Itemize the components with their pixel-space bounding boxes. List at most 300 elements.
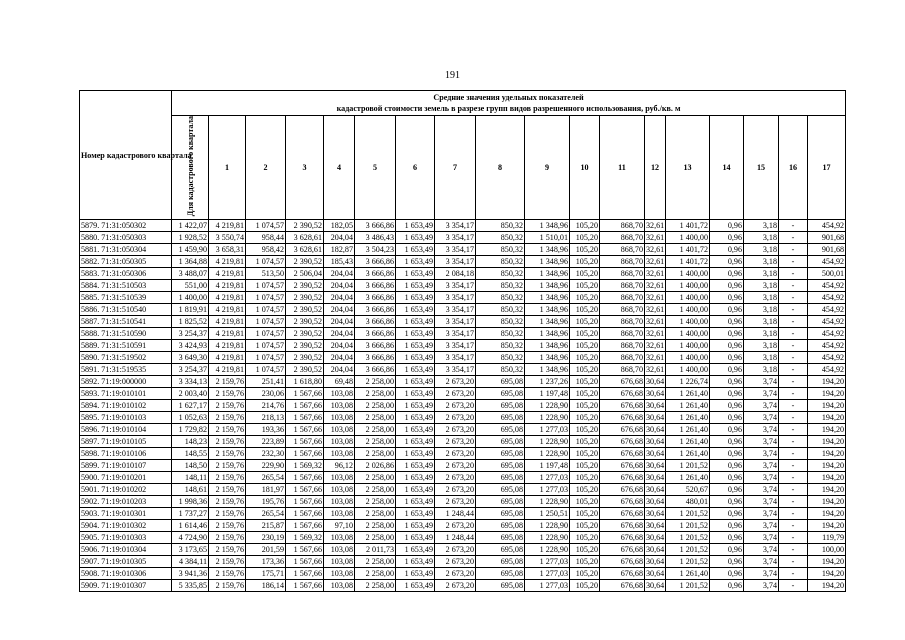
value-cell: 4 219,81: [209, 328, 246, 340]
cadastral-quarter-cell: 5900. 71:19:010201: [80, 472, 172, 484]
value-cell: 229,90: [246, 460, 286, 472]
value-cell: 2 673,20: [435, 520, 476, 532]
value-cell: 1 248,44: [435, 532, 476, 544]
value-cell: 695,08: [476, 448, 525, 460]
value-cell: 3 488,07: [172, 268, 209, 280]
value-cell: 2 159,76: [209, 412, 246, 424]
value-cell: 1 928,52: [172, 232, 209, 244]
value-cell: 3,18: [744, 232, 779, 244]
table-row: [80, 532, 846, 544]
value-cell: 1 400,00: [666, 316, 710, 328]
value-cell: 695,08: [476, 520, 525, 532]
value-cell: 3 666,86: [355, 256, 396, 268]
value-cell: 4 384,11: [172, 556, 209, 568]
value-cell: 204,04: [324, 304, 355, 316]
table-row: [80, 436, 846, 448]
value-cell: 32,61: [646, 233, 665, 243]
value-cell: 1 074,57: [246, 352, 286, 364]
value-cell: 1 201,52: [666, 544, 710, 556]
value-cell: 850,32: [476, 328, 525, 340]
value-cell: 1 228,90: [525, 532, 570, 544]
cadastral-quarter-cell: 5906. 71:19:010304: [80, 544, 172, 556]
value-cell: 1 653,49: [396, 352, 435, 364]
value-cell: 868,70: [600, 340, 645, 352]
table-row: [80, 364, 846, 376]
value-cell: 1 400,00: [666, 292, 710, 304]
value-cell: 2 159,76: [209, 508, 246, 520]
value-cell: 3 354,17: [435, 352, 476, 364]
value-cell: 1 569,32: [286, 532, 324, 544]
value-cell: 2 258,00: [355, 508, 396, 520]
value-cell: 2 390,52: [286, 280, 324, 292]
value-cell: 105,20: [570, 436, 600, 448]
value-cell: 0,96: [710, 256, 744, 268]
cadastral-quarter-cell: 5908. 71:19:010306: [80, 568, 172, 580]
value-cell: 0,96: [710, 328, 744, 340]
value-cell: 2 258,00: [355, 436, 396, 448]
value-cell: 1 400,00: [666, 280, 710, 292]
value-cell: 0,96: [710, 520, 744, 532]
table-row: [80, 580, 846, 592]
value-cell: 1 567,66: [286, 580, 324, 592]
value-cell: 3 334,13: [172, 376, 209, 388]
value-cell: 1 074,57: [246, 316, 286, 328]
value-cell: 194,20: [808, 436, 846, 448]
value-cell: 2 159,76: [209, 580, 246, 592]
value-cell: 2 159,76: [209, 520, 246, 532]
value-cell: 1 567,66: [286, 472, 324, 484]
value-cell: 32,61: [646, 353, 665, 363]
value-cell: 1 653,49: [396, 580, 435, 592]
value-cell: 1 277,03: [525, 472, 570, 484]
value-cell: 3,18: [744, 316, 779, 328]
value-cell: 1 348,96: [525, 244, 570, 256]
value-cell: 2 159,76: [209, 556, 246, 568]
value-cell: 2 390,52: [286, 220, 324, 232]
value-cell: -: [779, 544, 808, 556]
value-cell: 1 228,90: [525, 412, 570, 424]
value-cell: 1 348,96: [525, 364, 570, 376]
value-cell: 105,20: [570, 328, 600, 340]
value-cell: 3,18: [744, 340, 779, 352]
value-cell: 1 074,57: [246, 280, 286, 292]
value-cell: 3,18: [744, 328, 779, 340]
value-cell: 1 653,49: [396, 448, 435, 460]
cadastral-quarter-cell: 5896. 71:19:010104: [80, 424, 172, 436]
table-row: [80, 484, 846, 496]
value-cell: 1 819,91: [172, 304, 209, 316]
value-cell: 1 261,40: [666, 400, 710, 412]
value-cell: 230,06: [246, 388, 286, 400]
value-cell: 3,74: [744, 532, 779, 544]
value-cell: 3 254,37: [172, 328, 209, 340]
value-cell: 204,04: [324, 328, 355, 340]
value-cell: 868,70: [600, 304, 645, 316]
value-cell: 4 219,81: [209, 340, 246, 352]
cadastral-quarter-cell: 5885. 71:31:510539: [80, 292, 172, 304]
value-cell: 868,70: [600, 316, 645, 328]
value-cell: 1 653,49: [396, 220, 435, 232]
value-cell: 194,20: [808, 460, 846, 472]
value-cell: 204,04: [324, 280, 355, 292]
value-cell: 0,96: [710, 508, 744, 520]
value-cell: 0,96: [710, 244, 744, 256]
table-row: [80, 328, 846, 340]
value-cell: 454,92: [808, 292, 846, 304]
value-cell: 2 673,20: [435, 580, 476, 592]
group-title-line2: кадастровой стоимости земель в разрезе групп видов разрешенного использования, руб./кв. м: [336, 104, 681, 113]
value-cell: 2 673,20: [435, 376, 476, 388]
value-cell: 676,68: [600, 388, 645, 400]
value-cell: 103,08: [324, 568, 355, 580]
value-cell: 2 258,00: [355, 496, 396, 508]
value-cell: 105,20: [570, 232, 600, 244]
value-cell: 0,96: [710, 220, 744, 232]
value-cell: 3 354,17: [435, 280, 476, 292]
value-cell: 0,96: [710, 400, 744, 412]
value-cell: 2 258,00: [355, 556, 396, 568]
value-cell: 1 729,82: [172, 424, 209, 436]
col-header-7: 7: [435, 116, 476, 220]
value-cell: 3 628,61: [286, 244, 324, 256]
value-cell: 204,04: [324, 268, 355, 280]
cadastral-quarter-cell: 5883. 71:31:050306: [80, 268, 172, 280]
value-cell: 2 159,76: [209, 472, 246, 484]
value-cell: 30,64: [646, 557, 665, 567]
value-cell: 195,76: [246, 496, 286, 508]
value-cell: 2 390,52: [286, 292, 324, 304]
value-cell: 1 653,49: [396, 544, 435, 556]
value-cell: 0,96: [710, 376, 744, 388]
value-cell: 119,79: [808, 532, 846, 544]
value-cell: 454,92: [808, 328, 846, 340]
value-cell: 1 653,49: [396, 520, 435, 532]
value-cell: 2 673,20: [435, 412, 476, 424]
value-cell: 695,08: [476, 436, 525, 448]
value-cell: 96,12: [324, 460, 355, 472]
value-cell: 1 567,66: [286, 448, 324, 460]
col-header-13: 13: [666, 116, 710, 220]
cadastral-quarter-cell: 5888. 71:31:510590: [80, 328, 172, 340]
value-cell: 2 258,00: [355, 376, 396, 388]
value-cell: 676,68: [600, 532, 645, 544]
value-cell: 4 219,81: [209, 268, 246, 280]
value-cell: -: [779, 484, 808, 496]
value-cell: 103,08: [324, 424, 355, 436]
cadastral-quarter-cell: 5897. 71:19:010105: [80, 436, 172, 448]
value-cell: 2 673,20: [435, 484, 476, 496]
value-cell: 0,96: [710, 556, 744, 568]
value-cell: 1 074,57: [246, 304, 286, 316]
value-cell: 3,18: [744, 352, 779, 364]
value-cell: 2 673,20: [435, 568, 476, 580]
value-cell: 105,20: [570, 364, 600, 376]
value-cell: 193,36: [246, 424, 286, 436]
value-cell: 105,20: [570, 268, 600, 280]
value-cell: 105,20: [570, 256, 600, 268]
value-cell: 1 201,52: [666, 520, 710, 532]
value-cell: 868,70: [600, 256, 645, 268]
value-cell: 1 348,96: [525, 292, 570, 304]
value-cell: 0,96: [710, 412, 744, 424]
value-cell: 186,14: [246, 580, 286, 592]
value-cell: 4 724,90: [172, 532, 209, 544]
value-cell: 1 074,57: [246, 292, 286, 304]
value-cell: 850,32: [476, 304, 525, 316]
value-cell: 185,43: [324, 256, 355, 268]
value-cell: 676,68: [600, 448, 645, 460]
table-row: [80, 388, 846, 400]
value-cell: 2 026,86: [355, 460, 396, 472]
value-cell: -: [779, 280, 808, 292]
value-cell: 0,96: [710, 340, 744, 352]
value-cell: -: [779, 472, 808, 484]
value-cell: 148,11: [172, 472, 209, 484]
value-cell: 1 201,52: [666, 508, 710, 520]
value-cell: 2 506,04: [286, 268, 324, 280]
table-row: [80, 460, 846, 472]
value-cell: 3 666,86: [355, 268, 396, 280]
corner-header: Номер кадастрового квартала: [80, 91, 172, 220]
value-cell: 2 159,76: [209, 496, 246, 508]
value-cell: 850,32: [476, 352, 525, 364]
value-cell: 1 653,49: [396, 400, 435, 412]
value-cell: 676,68: [600, 400, 645, 412]
value-cell: 2 673,20: [435, 544, 476, 556]
value-cell: 1 653,49: [396, 424, 435, 436]
value-cell: 30,64: [646, 533, 665, 543]
value-cell: 2 390,52: [286, 256, 324, 268]
value-cell: 868,70: [600, 328, 645, 340]
value-cell: 1 277,03: [525, 580, 570, 592]
value-cell: 695,08: [476, 556, 525, 568]
value-cell: 695,08: [476, 460, 525, 472]
value-cell: 676,68: [600, 376, 645, 388]
value-cell: 2 673,20: [435, 448, 476, 460]
value-cell: 1 400,00: [666, 340, 710, 352]
value-cell: 1 228,90: [525, 496, 570, 508]
value-cell: -: [779, 364, 808, 376]
value-cell: 850,32: [476, 268, 525, 280]
value-cell: 1 277,03: [525, 484, 570, 496]
value-cell: 105,20: [570, 508, 600, 520]
value-cell: 194,20: [808, 388, 846, 400]
value-cell: 2 258,00: [355, 532, 396, 544]
value-cell: 2 258,00: [355, 520, 396, 532]
value-cell: 0,96: [710, 232, 744, 244]
value-cell: 1 261,40: [666, 472, 710, 484]
value-cell: -: [779, 496, 808, 508]
value-cell: 513,50: [246, 268, 286, 280]
value-cell: 105,20: [570, 220, 600, 232]
value-cell: 175,71: [246, 568, 286, 580]
value-cell: -: [779, 436, 808, 448]
value-cell: 103,08: [324, 532, 355, 544]
cadastral-quarter-cell: 5902. 71:19:010203: [80, 496, 172, 508]
value-cell: 695,08: [476, 388, 525, 400]
value-cell: 0,96: [710, 580, 744, 592]
value-cell: 0,96: [710, 268, 744, 280]
value-cell: 958,44: [246, 232, 286, 244]
value-cell: 4 219,81: [209, 304, 246, 316]
value-cell: 454,92: [808, 364, 846, 376]
value-cell: 1 074,57: [246, 340, 286, 352]
value-cell: 2 390,52: [286, 316, 324, 328]
value-cell: 868,70: [600, 364, 645, 376]
value-cell: -: [779, 352, 808, 364]
value-cell: 1 197,48: [525, 388, 570, 400]
value-cell: 1 348,96: [525, 220, 570, 232]
value-cell: 103,08: [324, 484, 355, 496]
value-cell: -: [779, 460, 808, 472]
value-cell: 1 400,00: [666, 328, 710, 340]
group-header: [172, 91, 846, 116]
value-cell: 30,64: [646, 425, 665, 435]
value-cell: 676,68: [600, 556, 645, 568]
value-cell: 454,92: [808, 352, 846, 364]
value-cell: -: [779, 220, 808, 232]
value-cell: 2 258,00: [355, 400, 396, 412]
value-cell: -: [779, 268, 808, 280]
col-header-12: 12: [645, 116, 666, 220]
value-cell: 1 567,66: [286, 556, 324, 568]
value-cell: 850,32: [476, 220, 525, 232]
value-cell: 3 666,86: [355, 352, 396, 364]
value-cell: 1 653,49: [396, 280, 435, 292]
value-cell: 0,96: [710, 316, 744, 328]
value-cell: 105,20: [570, 544, 600, 556]
value-cell: 32,61: [646, 221, 665, 231]
table-row: [80, 520, 846, 532]
col-header-17: 17: [808, 116, 846, 220]
value-cell: 182,87: [324, 244, 355, 256]
value-cell: 2 390,52: [286, 304, 324, 316]
value-cell: 2 159,76: [209, 400, 246, 412]
value-cell: 32,61: [646, 293, 665, 303]
value-cell: 676,68: [600, 544, 645, 556]
value-cell: 0,96: [710, 460, 744, 472]
value-cell: 30,64: [646, 389, 665, 399]
value-cell: 1 201,52: [666, 532, 710, 544]
cadastral-quarter-cell: 5895. 71:19:010103: [80, 412, 172, 424]
value-cell: 1 567,66: [286, 388, 324, 400]
table-row: [80, 340, 846, 352]
value-cell: 103,08: [324, 400, 355, 412]
value-cell: 105,20: [570, 388, 600, 400]
table-body: [80, 220, 846, 592]
value-cell: 1 653,49: [396, 556, 435, 568]
value-cell: 181,97: [246, 484, 286, 496]
cadastral-quarter-cell: 5881. 71:31:050304: [80, 244, 172, 256]
value-cell: 3,74: [744, 448, 779, 460]
value-cell: 1 653,49: [396, 496, 435, 508]
value-cell: 1 401,72: [666, 256, 710, 268]
value-cell: 103,08: [324, 496, 355, 508]
value-cell: 1 653,49: [396, 244, 435, 256]
value-cell: 103,08: [324, 412, 355, 424]
col-header-6: 6: [396, 116, 435, 220]
value-cell: 1 653,49: [396, 328, 435, 340]
value-cell: -: [779, 376, 808, 388]
value-cell: 2 258,00: [355, 580, 396, 592]
value-cell: 4 219,81: [209, 220, 246, 232]
value-cell: 3,74: [744, 412, 779, 424]
value-cell: 3 658,31: [209, 244, 246, 256]
value-cell: -: [779, 556, 808, 568]
value-cell: 1 400,00: [666, 232, 710, 244]
value-cell: 520,67: [666, 484, 710, 496]
value-cell: 194,20: [808, 568, 846, 580]
value-cell: 32,61: [646, 245, 665, 255]
value-cell: 3,18: [744, 268, 779, 280]
value-cell: 232,30: [246, 448, 286, 460]
value-cell: 2 159,76: [209, 448, 246, 460]
value-cell: 215,87: [246, 520, 286, 532]
value-cell: 0,96: [710, 304, 744, 316]
value-cell: 676,68: [600, 508, 645, 520]
value-cell: 1 074,57: [246, 364, 286, 376]
value-cell: 1 348,96: [525, 340, 570, 352]
value-cell: 30,64: [646, 569, 665, 579]
value-cell: 3 666,86: [355, 316, 396, 328]
value-cell: 868,70: [600, 244, 645, 256]
value-cell: -: [779, 424, 808, 436]
value-cell: 901,68: [808, 232, 846, 244]
value-cell: 32,61: [646, 365, 665, 375]
value-cell: 204,04: [324, 352, 355, 364]
value-cell: 1 653,49: [396, 256, 435, 268]
value-cell: 676,68: [600, 412, 645, 424]
value-cell: 1 653,49: [396, 508, 435, 520]
value-cell: 0,96: [710, 532, 744, 544]
value-cell: 676,68: [600, 520, 645, 532]
table-row: [80, 292, 846, 304]
value-cell: 500,01: [808, 268, 846, 280]
value-cell: 3 354,17: [435, 328, 476, 340]
value-cell: 3 354,17: [435, 256, 476, 268]
value-cell: -: [779, 520, 808, 532]
table-row: [80, 508, 846, 520]
value-cell: 850,32: [476, 256, 525, 268]
value-cell: 1 201,52: [666, 556, 710, 568]
value-cell: 480,01: [666, 496, 710, 508]
value-cell: 850,32: [476, 280, 525, 292]
value-cell: 3 354,17: [435, 292, 476, 304]
value-cell: 30,64: [646, 485, 665, 495]
value-cell: 454,92: [808, 340, 846, 352]
value-cell: 1 261,40: [666, 436, 710, 448]
value-cell: 1 737,27: [172, 508, 209, 520]
column-number-row: [80, 116, 846, 220]
value-cell: 30,64: [646, 461, 665, 471]
table-row: [80, 280, 846, 292]
value-cell: 5 335,85: [172, 580, 209, 592]
value-cell: -: [779, 292, 808, 304]
value-cell: 2 258,00: [355, 424, 396, 436]
value-cell: 103,08: [324, 508, 355, 520]
value-cell: 105,20: [570, 484, 600, 496]
value-cell: 2 159,76: [209, 532, 246, 544]
value-cell: 695,08: [476, 532, 525, 544]
value-cell: 105,20: [570, 316, 600, 328]
value-cell: 695,08: [476, 496, 525, 508]
value-cell: 1 261,40: [666, 448, 710, 460]
table-row: [80, 220, 846, 232]
col-header-11: 11: [600, 116, 645, 220]
col-header-9: 9: [525, 116, 570, 220]
value-cell: 1 348,96: [525, 352, 570, 364]
value-cell: 1 074,57: [246, 328, 286, 340]
